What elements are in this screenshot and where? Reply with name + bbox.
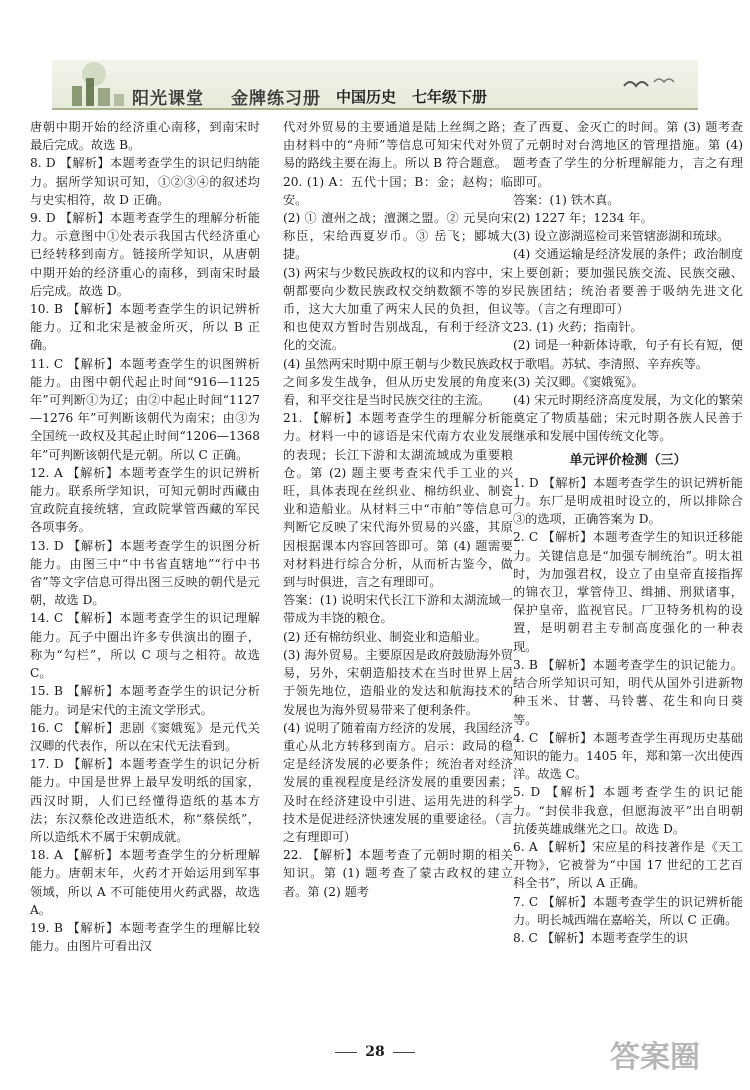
answer-item: 8. D 【解析】本题考查学生的识记归纳能力。据所学知识可知，①②③④的叙述均与史实相符，故 D 正确。 [30, 156, 260, 207]
answer-item: (2) ① 澶州之战；澶渊之盟。② 元昊向宋称臣，宋给西夏岁币。③ 岳飞；郾城大捷。 [283, 211, 513, 262]
answer-item: 1. D 【解析】本题考查学生的识记辨析能力。东厂是明成祖时设立的，所以排除合③的选项，正确答案为 D。 [513, 475, 743, 527]
lighthouse-icon [58, 58, 130, 110]
answer-item: 21. 【解析】本题考查学生的理解分析能力。材料一中的谚语是宋代南方农业发展的表现；长江下游和太湖流域成为重要粮仓。第 (2) 题主要考查宋代手工业的兴旺，具体表现在丝织业、棉纺织业、制瓷业和造船业。从材料三中“市舶”等信息可判断它反映了宋代海外贸易的兴盛，其原因根据课本内容回答即可。第 (4) 题需要对材料进行综合分析，从而析古鉴今，做到与时俱进，言之有理即可。 [283, 411, 513, 590]
answer-item: 答案：(1) 说明宋代长江下游和太湖流域一带成为丰饶的粮仓。 [283, 593, 513, 626]
answer-item: (2) 1227 年；1234 年。 [513, 211, 653, 226]
answer-item: (3) 两宋与少数民族政权的议和内容中，宋朝都要向少数民族政权交纳数额不等的岁币，这大大加重了两宋人民的负担，但议和也使双方暂时告别战乱，有利于经济文化的交流。 [283, 265, 513, 353]
series-title: 金牌练习册 [231, 89, 321, 109]
answer-item: 14. C 【解析】本题考查学生的识记理解能力。瓦子中圈出许多专供演出的圈子，称为“勾栏”，所以 C 项与之相符。故选 C。 [30, 611, 260, 681]
answer-item: 12. A 【解析】本题考查学生的识记辨析能力。联系所学知识，可知元朝时西藏由宣政院直接统辖，宣政院掌管西藏的军民各项事务。 [30, 465, 260, 535]
column-3 [513, 118, 743, 947]
section-title: 单元评价检测（三） [569, 452, 687, 468]
answer-item: 18. A 【解析】本题考查学生的分析理解能力。唐朝末年，火药才开始运用到军事领域，所以 A 不可能使用火药武器，故选 A。 [30, 848, 260, 917]
answer-item: 8. C 【解析】本题考查学生的识 [513, 930, 688, 945]
answer-item: 23. (1) 火药；指南针。 [513, 320, 643, 335]
page-number: 28 [365, 1044, 385, 1060]
answer-item: 15. B 【解析】本题考查学生的识记分析能力。词是宋代的主流文学形式。 [30, 684, 260, 717]
column-2 [283, 118, 513, 901]
answer-item: 11. C 【解析】本题考查学生的识图辨析能力。由图中朝代起止时间“916—1125 年”可判断①为辽；由②中起止时间“1127—1276 年”可判断该朝代为南宋；由③为全国统一政权及其起止时间“1206—1368 年”可判断该朝代是元朝。所以 C 正确。 [30, 356, 260, 462]
answer-text: 唐朝中期开始的经济重心南移，到南宋时最后完成。故选 B。 [30, 120, 260, 153]
answer-item: 9. D 【解析】本题考查学生的理解分析能力。示意图中①处表示我国古代经济重心已经转移到南方。链接所学知识，从唐朝中期开始的经济重心的南移，到南宋时最后完成。故选 D。 [30, 211, 260, 298]
divider [393, 1052, 415, 1053]
answer-item: (4) 宋元时期经济高度发展，为文化的繁荣奠定了物质基础；宋元时期各族人民善于继承和发展中国传统文化等。 [513, 393, 743, 444]
answer-item: (4) 说明了随着南方经济的发展，我国经济重心从北方转移到南方。启示：政局的稳定是经济发展的必要条件；统治者对经济发展的重视程度是经济发展的重要因素；及时在经济建设中引进、运用先进的科学技术是促进经济快速发展的重要途径。（言之有理即可） [283, 720, 513, 844]
birds-icon [620, 72, 680, 96]
answer-item: 4. C 【解析】本题考查学生再现历史基础知识的能力。1405 年，郑和第一次出使西洋。故选 C。 [513, 730, 743, 782]
answer-item: (4) 交通运输是经济发展的条件；政治制度上要创新；要加强民族交流、民族交融、民族团结；统治者要善于吸纳先进文化等。（言之有理即可） [513, 247, 743, 317]
answer-item: 19. B 【解析】本题考查学生的理解比较能力。由图片可看出汉 [30, 920, 260, 954]
answer-item: 10. B 【解析】本题考查学生的识记辨析能力。辽和北宋是被金所灭，所以 B 正确。 [30, 302, 260, 353]
answer-item: 20. (1) A：五代十国；B：金；赵构；临安。 [283, 174, 513, 207]
answer-item: 5. D 【解析】本题考查学生的识记能力。“封侯非我意，但愿海波平”出自明朝抗倭英雄戚继光之口。故选 D。 [513, 785, 743, 836]
subject-title: 中国历史 [336, 88, 397, 106]
answer-item: 2. C 【解析】本题考查学生的知识迁移能力。关键信息是“加强专制统治”。明太祖时，为加强君权，设立了由皇帝直接指挥的锦衣卫，掌管侍卫、缉捕、刑狱诸事，保护皇帝，监视官民。厂卫特务机构的设置，是明朝君主专制高度强化的一种表现。 [513, 530, 743, 654]
answer-item: (3) 关汉卿。《窦娥冤》。 [513, 374, 644, 389]
answer-item: (3) 设立澎湖巡检司来管辖澎湖和琉球。 [513, 229, 730, 244]
grade-title: 七年级下册 [412, 88, 488, 106]
answer-item: (4) 虽然两宋时期中原王朝与少数民族政权之间多发生战争，但从历史发展的角度来看，和平交往是当时民族交往的主流。 [283, 356, 513, 408]
page-header [0, 0, 750, 118]
answer-item: (3) 海外贸易。主要原因是政府鼓励海外贸易，另外，宋朝造船技术在当时世界上居于领先地位，造船业的发达和航海技术的发展也为海外贸易带来了便利条件。 [283, 647, 513, 717]
answer-item: 3. B 【解析】本题考查学生的识记能力。结合所学知识可知，明代从国外引进新物种玉米、甘薯、马铃薯、花生和向日葵等。 [513, 657, 743, 727]
answer-item: 16. C 【解析】悲剧《窦娥冤》是元代关汉卿的代表作，所以在宋代无法看到。 [30, 720, 260, 753]
answer-item: (2) 还有棉纺织业、制瓷业和造船业。 [283, 629, 487, 644]
answer-item: 22. 【解析】本题考查了元朝时期的相关知识。第 (1) 题考查了蒙古政权的建立者。第 (2) 题考 [283, 848, 513, 899]
answer-item: 17. D 【解析】本题考查学生的识记分析能力。中国是世界上最早发明纸的国家，西汉时期，人们已经懂得造纸的基本方法；东汉蔡伦改进造纸术，称“蔡侯纸”，所以造纸术不属于宋朝成就。 [30, 757, 260, 844]
divider [335, 1052, 357, 1053]
answer-item: 7. C 【解析】本题考查学生的识记辨析能力。明长城西端在嘉峪关，所以 C 正确。 [513, 894, 743, 927]
answer-item: 13. D 【解析】本题考查学生的识图分析能力。由图三中“中书省直辖地”“行中书省”等文字信息可得出图三反映的朝代是元朝，故选 D。 [30, 538, 260, 608]
answer-item: (2) 词是一种新体诗歌，句子有长有短，便于歌唱。苏轼、李清照、辛弃疾等。 [513, 338, 743, 371]
column-1 [30, 118, 260, 955]
answer-text: 查了西夏、金灭亡的时间。第 (3) 题考查了元朝时对台湾地区的管理措施。第 (4) 题考查了学生的分析理解能力，言之有理即可。 [513, 120, 743, 189]
answer-item: 6. A 【解析】宋应星的科技著作是《天工开物》，它被誉为“中国 17 世纪的工艺百科全书”，所以 A 正确。 [513, 839, 743, 891]
watermark: 答案圈 [610, 1040, 700, 1075]
answer-item: 答案：(1) 铁木真。 [513, 192, 620, 207]
answer-text: 代对外贸易的主要通道是陆上丝绸之路；由材料中的“舟师”等信息可知宋代对外贸易的路线主要在海上。所以 B 符合题意。 [283, 120, 513, 171]
brand-title: 阳光课堂 [132, 89, 204, 109]
